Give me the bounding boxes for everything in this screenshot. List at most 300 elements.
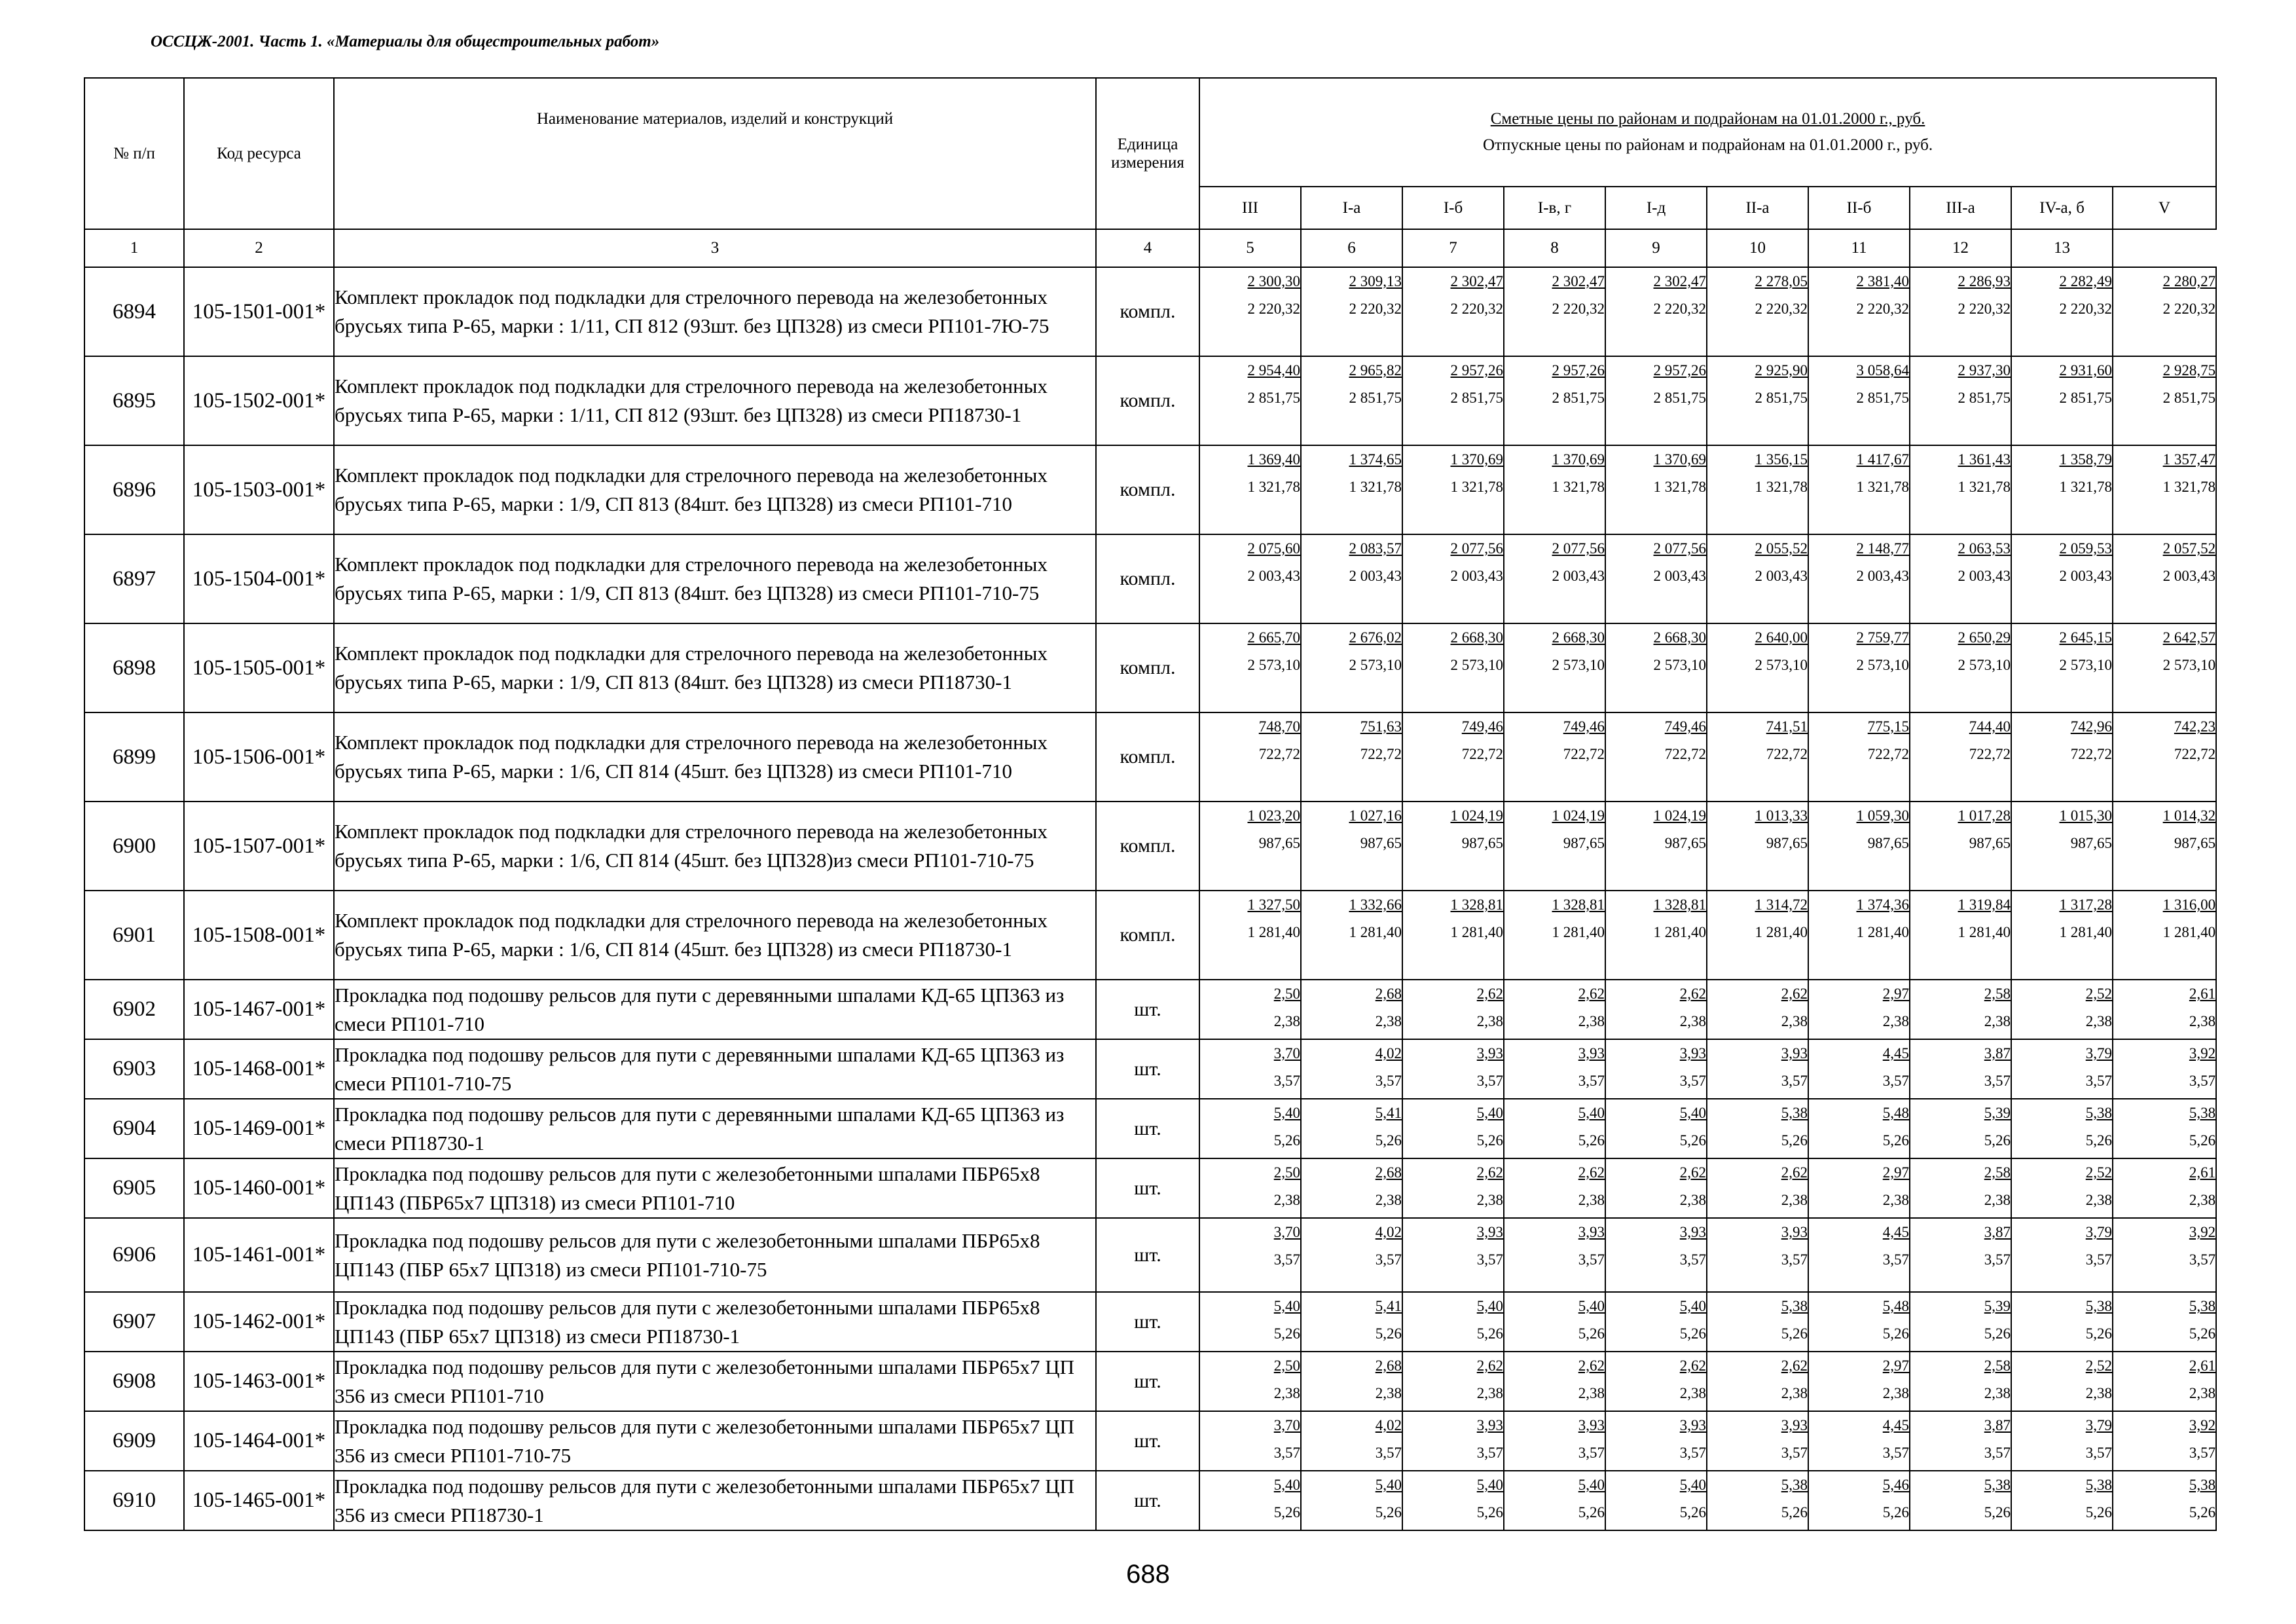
material-name: Комплект прокладок под подкладки для стрелочного перевода на железобетонных брусьях типа Р-65, марки : 1/9, СП 813 (84шт. без ЦП328) из смеси РП101-710 xyxy=(334,445,1096,534)
release-price: 5,26 xyxy=(1375,1325,1402,1342)
price-cell xyxy=(1402,891,1504,980)
price-cell xyxy=(1402,623,1504,712)
estimate-price: 3,93 xyxy=(1679,1417,1706,1433)
price-cell xyxy=(1402,802,1504,891)
estimate-price: 5,39 xyxy=(1984,1105,2011,1121)
price-cell xyxy=(1402,1218,1504,1292)
estimate-price: 2 083,57 xyxy=(1349,540,1402,557)
price-cell xyxy=(1910,891,2011,980)
resource-code: 105-1469-001* xyxy=(184,1099,334,1158)
price-cell xyxy=(1707,1039,1808,1099)
price-cell xyxy=(2011,1352,2113,1411)
estimate-price: 5,46 xyxy=(1882,1477,1909,1493)
row-number: 6897 xyxy=(84,534,184,623)
price-cell xyxy=(1910,980,2011,1039)
price-cell xyxy=(1301,1039,1402,1099)
estimate-price: 1 024,19 xyxy=(1450,807,1503,824)
release-price: 722,72 xyxy=(1461,746,1503,762)
release-price: 722,72 xyxy=(2070,746,2112,762)
estimate-price: 3,93 xyxy=(1679,1045,1706,1061)
column-number: 9 xyxy=(1605,229,1707,267)
estimate-price: 2,50 xyxy=(1273,1164,1300,1181)
price-cell xyxy=(1707,445,1808,534)
estimate-price: 2,58 xyxy=(1984,1357,2011,1374)
price-cell xyxy=(2113,1218,2216,1292)
price-cell xyxy=(1402,356,1504,445)
price-cell xyxy=(1808,1158,1910,1218)
estimate-price: 2,97 xyxy=(1882,1164,1909,1181)
unit: шт. xyxy=(1096,1471,1199,1530)
material-name: Комплект прокладок под подкладки для стрелочного перевода на железобетонных брусьях типа Р-65, марки : 1/9, СП 813 (84шт. без ЦП328) из смеси РП101-710-75 xyxy=(334,534,1096,623)
column-number: 2 xyxy=(184,229,334,267)
price-cell xyxy=(1605,1471,1707,1530)
price-cell xyxy=(1808,356,1910,445)
header-estimate-prices: Сметные цены по районам и подрайонам на 01.01.2000 г., руб. xyxy=(1490,110,1925,128)
column-number: 7 xyxy=(1402,229,1504,267)
release-price: 5,26 xyxy=(1578,1132,1605,1149)
table-row xyxy=(84,534,2216,623)
release-price: 2 220,32 xyxy=(1653,301,1706,317)
estimate-price: 2,68 xyxy=(1375,1164,1402,1181)
estimate-price: 2,62 xyxy=(1679,1357,1706,1374)
estimate-price: 1 374,36 xyxy=(1856,896,1909,913)
estimate-price: 3,79 xyxy=(2085,1045,2112,1061)
region-header: IV-а, б xyxy=(2011,187,2113,229)
release-price: 5,26 xyxy=(1273,1132,1300,1149)
release-price: 2,38 xyxy=(1375,1192,1402,1208)
release-price: 2,38 xyxy=(1882,1385,1909,1401)
release-price: 2 220,32 xyxy=(2162,301,2216,317)
price-cell xyxy=(2011,623,2113,712)
estimate-price: 5,40 xyxy=(1679,1298,1706,1314)
row-number: 6908 xyxy=(84,1352,184,1411)
resource-code: 105-1504-001* xyxy=(184,534,334,623)
price-cell xyxy=(1199,1411,1301,1471)
price-cell xyxy=(1504,1218,1605,1292)
release-price: 2,38 xyxy=(1476,1192,1503,1208)
unit: компл. xyxy=(1096,356,1199,445)
release-price: 3,57 xyxy=(1781,1251,1808,1268)
estimate-price: 2 278,05 xyxy=(1755,273,1808,289)
release-price: 2,38 xyxy=(2085,1385,2112,1401)
release-price: 2,38 xyxy=(1578,1385,1605,1401)
estimate-price: 2 286,93 xyxy=(1958,273,2011,289)
unit: шт. xyxy=(1096,1352,1199,1411)
price-cell xyxy=(1504,802,1605,891)
estimate-price: 2,62 xyxy=(1781,986,1808,1002)
estimate-price: 1 017,28 xyxy=(1958,807,2011,824)
price-cell xyxy=(1402,1352,1504,1411)
release-price: 2,38 xyxy=(1679,1192,1706,1208)
estimate-price: 1 328,81 xyxy=(1552,896,1605,913)
column-number-row xyxy=(84,229,2216,267)
release-price: 987,65 xyxy=(2070,835,2112,851)
release-price: 2 003,43 xyxy=(1450,568,1503,584)
estimate-price: 2 957,26 xyxy=(1552,362,1605,378)
estimate-price: 1 374,65 xyxy=(1349,451,1402,468)
estimate-price: 2,62 xyxy=(1476,1357,1503,1374)
estimate-price: 2 309,13 xyxy=(1349,273,1402,289)
price-cell xyxy=(1910,356,2011,445)
release-price: 2 003,43 xyxy=(1958,568,2011,584)
estimate-price: 1 370,69 xyxy=(1653,451,1706,468)
price-cell xyxy=(2113,1471,2216,1530)
release-price: 3,57 xyxy=(1476,1073,1503,1089)
estimate-price: 1 358,79 xyxy=(2059,451,2112,468)
unit: шт. xyxy=(1096,980,1199,1039)
release-price: 3,57 xyxy=(1273,1073,1300,1089)
page-number: 688 xyxy=(1126,1560,1170,1589)
price-cell xyxy=(1910,1039,2011,1099)
estimate-price: 1 370,69 xyxy=(1450,451,1503,468)
price-cell xyxy=(1199,980,1301,1039)
price-cell xyxy=(1910,267,2011,356)
estimate-price: 2,52 xyxy=(2085,986,2112,1002)
price-cell xyxy=(2011,445,2113,534)
release-price: 2,38 xyxy=(1781,1192,1808,1208)
estimate-price: 1 332,66 xyxy=(1349,896,1402,913)
price-cell xyxy=(2011,1158,2113,1218)
release-price: 3,57 xyxy=(1578,1445,1605,1461)
release-price: 5,26 xyxy=(1679,1325,1706,1342)
price-cell xyxy=(1707,1471,1808,1530)
estimate-price: 3,93 xyxy=(1476,1224,1503,1240)
price-cell xyxy=(1707,623,1808,712)
price-cell xyxy=(1504,623,1605,712)
estimate-price: 2,50 xyxy=(1273,986,1300,1002)
material-name: Прокладка под подошву рельсов для пути с железобетонными шпалами ПБР65х7 ЦП 356 из смеси РП18730-1 xyxy=(334,1471,1096,1530)
estimate-price: 2 300,30 xyxy=(1247,273,1300,289)
price-cell xyxy=(1910,1099,2011,1158)
price-cell xyxy=(1707,267,1808,356)
price-cell xyxy=(2011,802,2113,891)
estimate-price: 2 954,40 xyxy=(1247,362,1300,378)
release-price: 2,38 xyxy=(1679,1385,1706,1401)
material-name: Комплект прокладок под подкладки для стрелочного перевода на железобетонных брусьях типа Р-65, марки : 1/6, СП 814 (45шт. без ЦП328)из смеси РП101-710-75 xyxy=(334,802,1096,891)
table-row xyxy=(84,1039,2216,1099)
row-number: 6901 xyxy=(84,891,184,980)
price-cell xyxy=(1301,356,1402,445)
release-price: 2 003,43 xyxy=(1247,568,1300,584)
release-price: 2 573,10 xyxy=(2162,657,2216,673)
region-header: II-б xyxy=(1808,187,1910,229)
price-cell xyxy=(1199,891,1301,980)
price-cell xyxy=(1301,1411,1402,1471)
estimate-price: 1 024,19 xyxy=(1653,807,1706,824)
estimate-price: 2,62 xyxy=(1578,986,1605,1002)
price-cell xyxy=(1504,267,1605,356)
estimate-price: 3,93 xyxy=(1578,1224,1605,1240)
estimate-price: 1 328,81 xyxy=(1450,896,1503,913)
unit: компл. xyxy=(1096,445,1199,534)
price-cell xyxy=(2113,534,2216,623)
price-table xyxy=(84,77,2217,1531)
price-cell xyxy=(2113,1411,2216,1471)
release-price: 722,72 xyxy=(1969,746,2011,762)
estimate-price: 2 650,29 xyxy=(1958,629,2011,646)
release-price: 2 003,43 xyxy=(1552,568,1605,584)
release-price: 722,72 xyxy=(1360,746,1402,762)
release-price: 3,57 xyxy=(1375,1251,1402,1268)
price-cell xyxy=(1199,1158,1301,1218)
estimate-price: 2,58 xyxy=(1984,1164,2011,1181)
estimate-price: 2 055,52 xyxy=(1755,540,1808,557)
price-cell xyxy=(1808,267,1910,356)
estimate-price: 4,02 xyxy=(1375,1224,1402,1240)
estimate-price: 3,92 xyxy=(2189,1417,2216,1433)
release-price: 5,26 xyxy=(1476,1132,1503,1149)
release-price: 2 003,43 xyxy=(1349,568,1402,584)
price-cell xyxy=(1301,267,1402,356)
estimate-price: 5,40 xyxy=(1273,1105,1300,1121)
price-cell xyxy=(1504,1411,1605,1471)
price-cell xyxy=(1910,1218,2011,1292)
estimate-price: 2 957,26 xyxy=(1653,362,1706,378)
estimate-price: 2 928,75 xyxy=(2162,362,2216,378)
price-cell xyxy=(1504,891,1605,980)
estimate-price: 1 059,30 xyxy=(1856,807,1909,824)
estimate-price: 2 063,53 xyxy=(1958,540,2011,557)
release-price: 2,38 xyxy=(1984,1192,2011,1208)
release-price: 2 851,75 xyxy=(1349,390,1402,406)
region-header: II-а xyxy=(1707,187,1808,229)
release-price: 987,65 xyxy=(1258,835,1300,851)
price-cell xyxy=(1301,445,1402,534)
material-name: Комплект прокладок под подкладки для стрелочного перевода на железобетонных брусьях типа Р-65, марки : 1/11, СП 812 (93шт. без ЦП328) из смеси РП18730-1 xyxy=(334,356,1096,445)
release-price: 2,38 xyxy=(1781,1013,1808,1029)
estimate-price: 2,62 xyxy=(1476,986,1503,1002)
row-number: 6904 xyxy=(84,1099,184,1158)
release-price: 5,26 xyxy=(2189,1504,2216,1521)
release-price: 2,38 xyxy=(1273,1385,1300,1401)
price-cell xyxy=(1605,1352,1707,1411)
estimate-price: 2,62 xyxy=(1476,1164,1503,1181)
table-row xyxy=(84,802,2216,891)
table-row xyxy=(84,980,2216,1039)
row-number: 6910 xyxy=(84,1471,184,1530)
estimate-price: 2,62 xyxy=(1679,986,1706,1002)
price-cell xyxy=(2113,802,2216,891)
row-number: 6907 xyxy=(84,1292,184,1352)
material-name: Прокладка под подошву рельсов для пути с железобетонными шпалами ПБР65х8 ЦП143 (ПБР 65х7 ЦП318) из смеси РП18730-1 xyxy=(334,1292,1096,1352)
estimate-price: 2 282,49 xyxy=(2059,273,2112,289)
estimate-price: 2,62 xyxy=(1578,1357,1605,1374)
price-cell xyxy=(1605,891,1707,980)
estimate-price: 2,52 xyxy=(2085,1164,2112,1181)
region-header: III-а xyxy=(1910,187,2011,229)
resource-code: 105-1468-001* xyxy=(184,1039,334,1099)
price-cell xyxy=(1808,980,1910,1039)
price-cell xyxy=(2011,1099,2113,1158)
estimate-price: 4,45 xyxy=(1882,1224,1909,1240)
material-name: Прокладка под подошву рельсов для пути с железобетонными шпалами ПБР65х7 ЦП 356 из смеси РП101-710-75 xyxy=(334,1411,1096,1471)
estimate-price: 2 665,70 xyxy=(1247,629,1300,646)
release-price: 1 281,40 xyxy=(1755,924,1808,940)
table-row xyxy=(84,1218,2216,1292)
estimate-price: 5,38 xyxy=(1781,1298,1808,1314)
estimate-price: 5,40 xyxy=(1578,1105,1605,1121)
estimate-price: 749,46 xyxy=(1461,718,1503,735)
estimate-price: 3,93 xyxy=(1781,1045,1808,1061)
price-cell xyxy=(2011,356,2113,445)
table-row xyxy=(84,1292,2216,1352)
release-price: 5,26 xyxy=(2189,1132,2216,1149)
estimate-price: 2 937,30 xyxy=(1958,362,2011,378)
release-price: 1 321,78 xyxy=(2162,479,2216,495)
estimate-price: 3,93 xyxy=(1781,1224,1808,1240)
estimate-price: 5,38 xyxy=(1781,1477,1808,1493)
release-price: 2 573,10 xyxy=(1450,657,1503,673)
resource-code: 105-1502-001* xyxy=(184,356,334,445)
price-cell xyxy=(1808,1099,1910,1158)
region-header: III xyxy=(1199,187,1301,229)
release-price: 1 321,78 xyxy=(2059,479,2112,495)
estimate-price: 1 327,50 xyxy=(1247,896,1300,913)
row-number: 6894 xyxy=(84,267,184,356)
price-cell xyxy=(1199,1039,1301,1099)
price-cell xyxy=(1504,534,1605,623)
price-cell xyxy=(1199,445,1301,534)
release-price: 2,38 xyxy=(1882,1192,1909,1208)
resource-code: 105-1460-001* xyxy=(184,1158,334,1218)
release-price: 5,26 xyxy=(1984,1504,2011,1521)
resource-code: 105-1461-001* xyxy=(184,1218,334,1292)
release-price: 5,26 xyxy=(1578,1325,1605,1342)
release-price: 1 281,40 xyxy=(1349,924,1402,940)
region-header: I-д xyxy=(1605,187,1707,229)
release-price: 3,57 xyxy=(1476,1445,1503,1461)
release-price: 3,57 xyxy=(2085,1073,2112,1089)
price-cell xyxy=(2011,1039,2113,1099)
estimate-price: 5,48 xyxy=(1882,1105,1909,1121)
estimate-price: 2,61 xyxy=(2189,1164,2216,1181)
price-cell xyxy=(1402,1158,1504,1218)
release-price: 987,65 xyxy=(2174,835,2216,851)
price-cell xyxy=(2113,1292,2216,1352)
release-price: 5,26 xyxy=(1679,1504,1706,1521)
release-price: 2,38 xyxy=(2085,1192,2112,1208)
estimate-price: 4,45 xyxy=(1882,1045,1909,1061)
estimate-price: 2 965,82 xyxy=(1349,362,1402,378)
release-price: 2 573,10 xyxy=(2059,657,2112,673)
release-price: 2 573,10 xyxy=(1247,657,1300,673)
unit: компл. xyxy=(1096,267,1199,356)
estimate-price: 741,51 xyxy=(1766,718,1808,735)
estimate-price: 5,38 xyxy=(1781,1105,1808,1121)
price-cell xyxy=(1605,267,1707,356)
running-head: ОССЦЖ-2001. Часть 1. «Материалы для общестроительных работ» xyxy=(151,33,660,50)
release-price: 987,65 xyxy=(1969,835,2011,851)
estimate-price: 3,79 xyxy=(2085,1224,2112,1240)
release-price: 5,26 xyxy=(2085,1325,2112,1342)
price-cell xyxy=(1199,1292,1301,1352)
resource-code: 105-1505-001* xyxy=(184,623,334,712)
release-price: 5,26 xyxy=(1273,1504,1300,1521)
price-cell xyxy=(1402,1099,1504,1158)
estimate-price: 2,62 xyxy=(1578,1164,1605,1181)
unit: шт. xyxy=(1096,1099,1199,1158)
estimate-price: 2 668,30 xyxy=(1653,629,1706,646)
estimate-price: 5,48 xyxy=(1882,1298,1909,1314)
release-price: 2,38 xyxy=(1476,1013,1503,1029)
estimate-price: 3,87 xyxy=(1984,1045,2011,1061)
release-price: 2 003,43 xyxy=(1755,568,1808,584)
release-price: 2 573,10 xyxy=(1552,657,1605,673)
price-cell xyxy=(2113,1039,2216,1099)
material-name: Комплект прокладок под подкладки для стрелочного перевода на железобетонных брусьях типа Р-65, марки : 1/11, СП 812 (93шт. без ЦП328) из смеси РП101-7Ю-75 xyxy=(334,267,1096,356)
estimate-price: 5,38 xyxy=(2189,1298,2216,1314)
estimate-price: 5,38 xyxy=(2189,1105,2216,1121)
row-number: 6909 xyxy=(84,1411,184,1471)
price-cell xyxy=(2011,534,2113,623)
price-cell xyxy=(1199,1218,1301,1292)
unit: шт. xyxy=(1096,1411,1199,1471)
release-price: 3,57 xyxy=(1273,1445,1300,1461)
estimate-price: 2 640,00 xyxy=(1755,629,1808,646)
release-price: 2,38 xyxy=(1375,1013,1402,1029)
row-number: 6903 xyxy=(84,1039,184,1099)
resource-code: 105-1465-001* xyxy=(184,1471,334,1530)
release-price: 1 281,40 xyxy=(1653,924,1706,940)
estimate-price: 4,02 xyxy=(1375,1045,1402,1061)
estimate-price: 2 057,52 xyxy=(2162,540,2216,557)
price-cell xyxy=(1504,1039,1605,1099)
price-cell xyxy=(1504,1158,1605,1218)
release-price: 987,65 xyxy=(1360,835,1402,851)
price-cell xyxy=(1808,445,1910,534)
price-cell xyxy=(2113,1099,2216,1158)
estimate-price: 4,02 xyxy=(1375,1417,1402,1433)
release-price: 2 003,43 xyxy=(2059,568,2112,584)
column-number: 13 xyxy=(2011,229,2113,267)
release-price: 2,38 xyxy=(1375,1385,1402,1401)
release-price: 3,57 xyxy=(1375,1445,1402,1461)
release-price: 3,57 xyxy=(1476,1251,1503,1268)
price-cell xyxy=(1808,802,1910,891)
price-cell xyxy=(2011,980,2113,1039)
estimate-price: 2 077,56 xyxy=(1450,540,1503,557)
price-cell xyxy=(1808,534,1910,623)
release-price: 2 220,32 xyxy=(2059,301,2112,317)
release-price: 3,57 xyxy=(1273,1251,1300,1268)
estimate-price: 5,38 xyxy=(2085,1477,2112,1493)
row-number: 6895 xyxy=(84,356,184,445)
release-price: 5,26 xyxy=(1781,1132,1808,1149)
price-cell xyxy=(2113,1158,2216,1218)
estimate-price: 2 059,53 xyxy=(2059,540,2112,557)
estimate-price: 3,93 xyxy=(1476,1045,1503,1061)
price-cell xyxy=(2011,891,2113,980)
price-cell xyxy=(2113,445,2216,534)
estimate-price: 3,93 xyxy=(1679,1224,1706,1240)
price-cell xyxy=(1707,891,1808,980)
price-cell xyxy=(2113,623,2216,712)
release-price: 2,38 xyxy=(2189,1192,2216,1208)
estimate-price: 749,46 xyxy=(1563,718,1605,735)
price-cell xyxy=(1808,623,1910,712)
release-price: 722,72 xyxy=(1664,746,1706,762)
price-cell xyxy=(1605,712,1707,802)
estimate-price: 2 077,56 xyxy=(1552,540,1605,557)
estimate-price: 2,50 xyxy=(1273,1357,1300,1374)
price-cell xyxy=(1910,1158,2011,1218)
estimate-price: 2,61 xyxy=(2189,986,2216,1002)
price-cell xyxy=(1504,1099,1605,1158)
price-cell xyxy=(1301,1352,1402,1411)
estimate-price: 5,38 xyxy=(2085,1105,2112,1121)
estimate-price: 5,40 xyxy=(1375,1477,1402,1493)
release-price: 5,26 xyxy=(1882,1504,1909,1521)
